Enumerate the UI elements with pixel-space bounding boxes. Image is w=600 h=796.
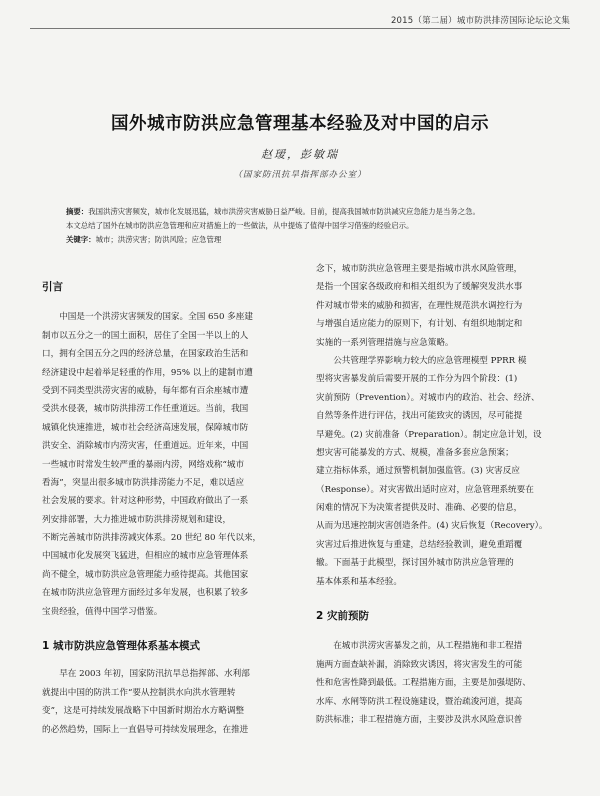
text-line: 闲难的情况下为决策者提供及时、准确、必要的信息， [316, 503, 523, 514]
section1-paragraph [42, 665, 296, 739]
text-line: 性和危害性降到最低。工程措施方面，主要是加强堤防、 [316, 678, 531, 689]
text-line: 从而为迅速控制灾害创造条件。(4) 灾后恢复（Recovery）。 [316, 521, 548, 532]
text-line: 口，拥有全国五分之四的经济总量，在国家政治生活和 [42, 349, 249, 360]
text-line: 灾前预防（Prevention）。对城市内的政治、社会、经济、 [316, 392, 540, 403]
running-header: 2015（第二届）城市防洪排涝国际论坛论文集 [390, 16, 570, 26]
text-line: 实施的一系列管理措施与应急策略。 [316, 337, 454, 348]
text-line: 受到不同类型洪涝灾害的威胁，每年都有百余座城市遭 [42, 385, 249, 396]
section-heading-2: 2 灾前预防 [316, 610, 369, 623]
text-line: 件对城市带来的威胁和损害，在理性规范洪水调控行为 [316, 300, 523, 311]
text-line: 尚不健全，城市防洪应急管理能力亟待提高。其他国家 [42, 569, 249, 580]
text-line: 公共管理学界影响力较大的应急管理模型 PPRR 模 [333, 355, 527, 366]
text-line: 念下，城市防洪应急管理主要是指城市洪水风险管理， [316, 264, 523, 274]
paper-affiliation: （国家防汛抗旱指挥部办公室） [233, 170, 367, 180]
section2-paragraph [316, 637, 570, 729]
text-line: 城镇化快速推进，城市社会经济高速发展，保障城市防 [42, 422, 249, 433]
text-line: 想灾害可能暴发的方式、规模，准备多套应急预案； [316, 447, 514, 458]
intro-paragraph [42, 308, 296, 621]
right-column [316, 260, 570, 729]
header-rule [30, 28, 570, 29]
text-line: 在城市防洪应急管理方面经过多年发展，也积累了较多 [42, 588, 249, 599]
text-line: 一些城市时常发生较严重的暴雨内涝，网络戏称“城市 [42, 459, 245, 470]
keywords-label: 关键字： [66, 235, 96, 244]
text-line: 中国是一个洪涝灾害频发的国家。全国 650 多座建 [59, 312, 253, 323]
abstract-block [66, 205, 544, 247]
left-column [42, 260, 296, 739]
text-line: 列安排部署，大力推进城市防洪排涝规划和建设， [42, 514, 232, 525]
text-line: 早避免。(2) 灾前准备（Preparation）。制定应急计划，设 [316, 429, 542, 440]
text-line: 自然等条件进行评估，找出可能致灾的诱因，尽可能提 [316, 411, 523, 422]
text-line: 是指一个国家各级政府和相关组织为了缓解突发洪水事 [316, 282, 523, 293]
text-line: 中国城市化发展突飞猛进，但相应的城市应急管理体系 [42, 551, 249, 562]
text-line: 受洪水侵袭，城市防洪排涝工作任重道远。当前，我国 [42, 404, 249, 415]
pprr-paragraph [316, 352, 570, 591]
text-line: 水库、水闸等防洪工程设施建设，暨治疏浚河道，提高 [316, 696, 523, 707]
abstract-line: 我国洪涝灾害频发，城市化发展迅猛，城市洪涝灾害威胁日益严峻。目前，提高我国城市防洪减灾应急能力是当务之急。 [88, 207, 480, 216]
text-line: 辙。下面基于此模型，探讨国外城市防洪应急管理的 [316, 558, 514, 569]
text-line: 在城市洪涝灾害暴发之前，从工程措施和非工程措 [333, 641, 523, 652]
text-line: 变”，这是可持续发展战略下中国新时期治水方略调整 [42, 706, 245, 717]
text-line: 不断完善城市防洪排涝减灾体系。20 世纪 80 年代以来， [42, 533, 262, 544]
text-line: 灾害过后推进恢复与重建，总结经验教训，避免重蹈覆 [316, 539, 523, 550]
text-line: 建立指标体系，通过预警机制加强监管。(3) 灾害反应 [316, 466, 520, 477]
keywords-text: 城市；洪涝灾害；防洪风险；应急管理 [95, 235, 222, 244]
text-line: 防洪标准；非工程措施方面，主要涉及洪水风险意识普 [316, 715, 523, 725]
section-heading-intro: 引言 [42, 281, 63, 293]
text-line: 的必然趋势，国际上一直倡导可持续发展理念，在推进 [42, 724, 249, 735]
text-line: 与增强自适应能力的原则下，有计划、有组织地制定和 [316, 319, 523, 330]
paper-authors: 赵瑷，彭敏瑞 [261, 148, 339, 161]
abstract-paragraph [66, 205, 544, 233]
paper-title: 国外城市防洪应急管理基本经验及对中国的启示 [111, 114, 489, 134]
text-line: 就提出中国的防洪工作“要从控制洪水向洪水管理转 [42, 687, 236, 698]
text-line: 型将灾害暴发前后需要开展的工作分为四个阶段：(1) [316, 374, 518, 385]
keywords-paragraph [66, 233, 544, 247]
text-line: 看海”，突显出很多城市防洪排涝能力不足，难以适应 [42, 477, 245, 488]
text-line: 洪安全、消除城市内涝灾害，任重道远。近年来，中国 [42, 441, 249, 452]
section-heading-1: 1 城市防洪应急管理体系基本模式 [42, 640, 200, 653]
text-line: 早在 2003 年初，国家防汛抗旱总指挥部、水利部 [59, 669, 250, 680]
text-line: （Response）。对灾害做出适时应对，应急管理系统要在 [316, 484, 534, 495]
definition-paragraph [316, 260, 570, 352]
text-line: 社会发展的要求。针对这种形势，中国政府做出了一系 [42, 496, 249, 507]
text-line: 经济建设中起着举足轻重的作用，95% 以上的建制市遭 [42, 367, 253, 378]
abstract-line: 本文总结了国外在城市防洪应急管理和应对措施上的一些做法，从中提炼了值得中国学习借鉴的经验启示。 [66, 221, 414, 230]
abstract-label: 摘要： [66, 207, 89, 216]
text-line: 制市以五分之一的国土面积，居住了全国一半以上的人 [42, 330, 249, 341]
text-line: 宝贵经验，值得中国学习借鉴。 [42, 606, 163, 617]
text-line: 基本体系和基本经验。 [316, 576, 402, 587]
text-line: 施两方面查缺补漏，消除致灾诱因，将灾害发生的可能 [316, 659, 523, 670]
